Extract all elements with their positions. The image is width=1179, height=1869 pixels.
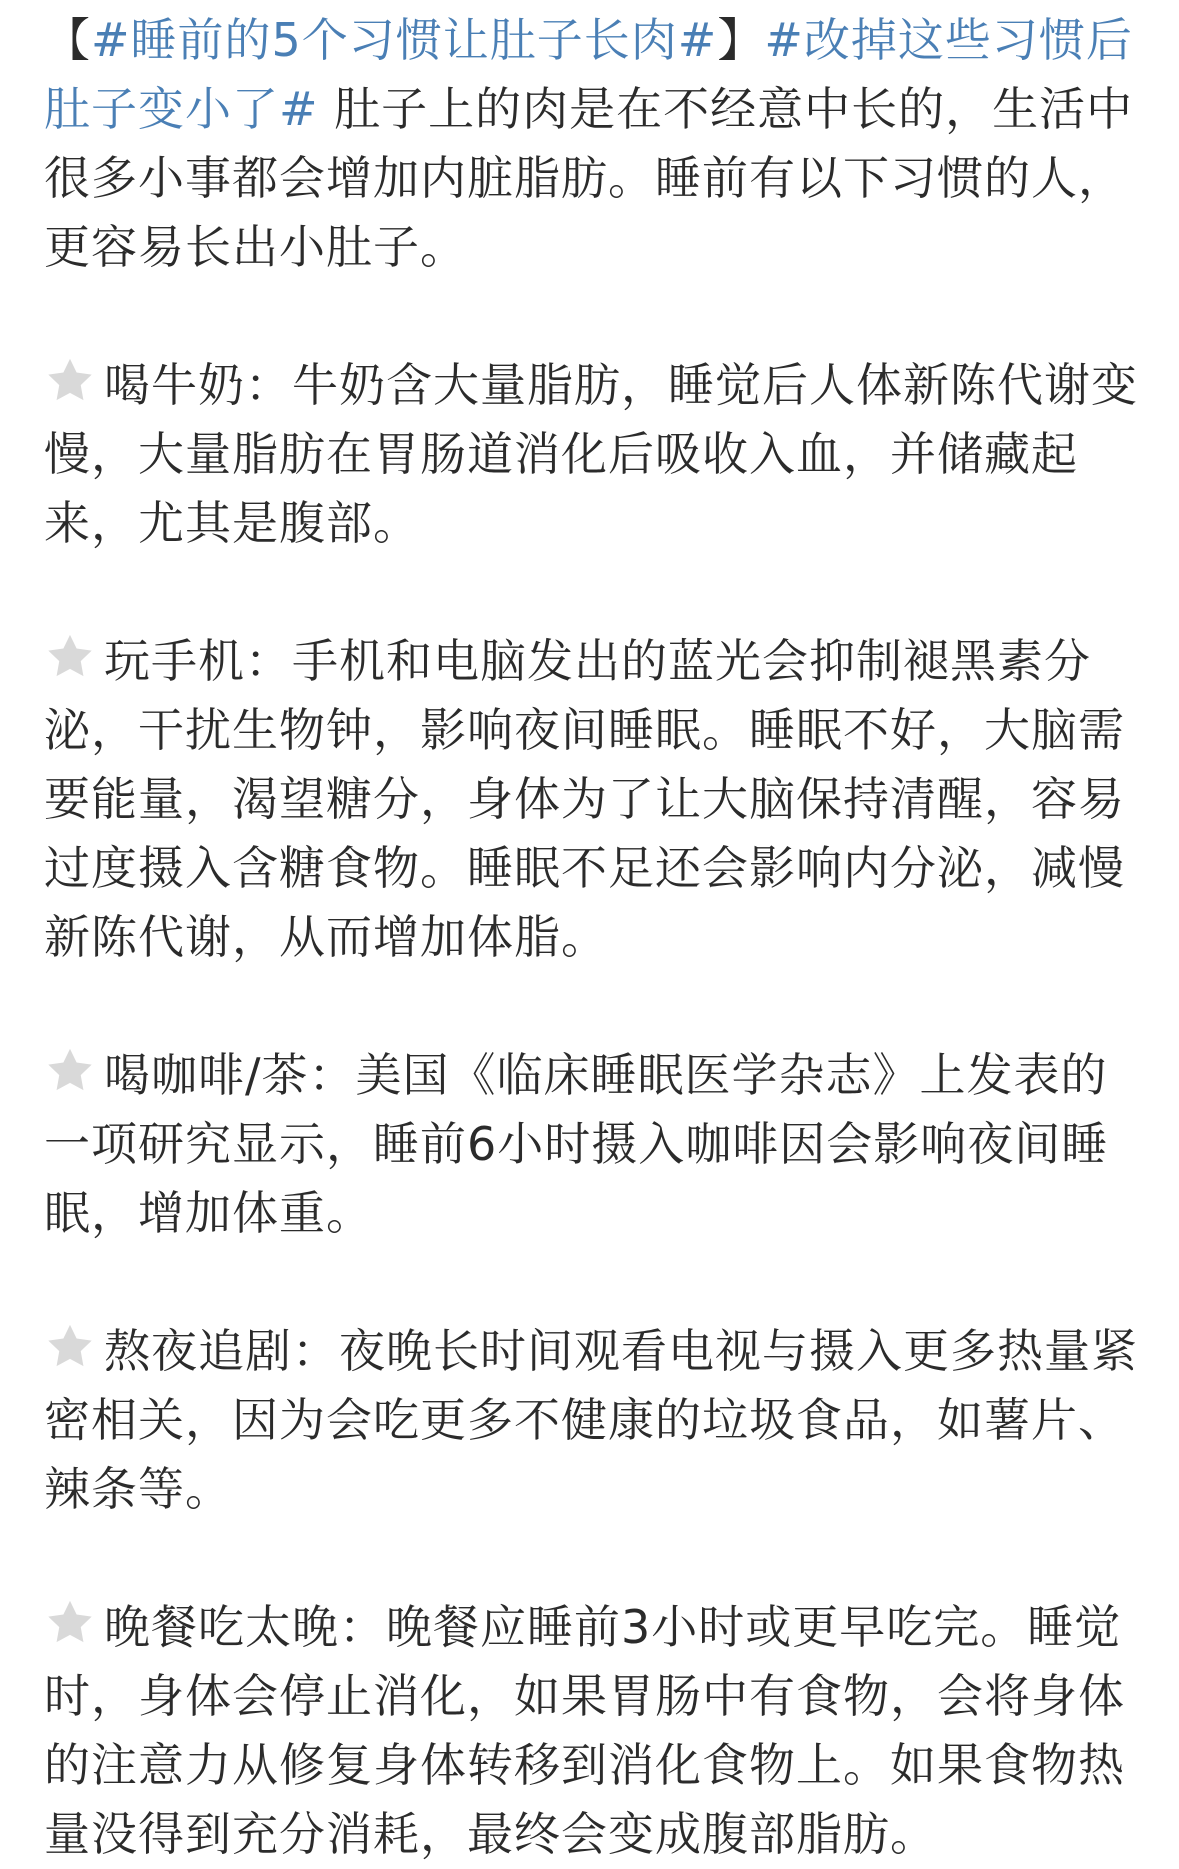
star-icon bbox=[44, 1597, 96, 1649]
star-icon bbox=[44, 631, 96, 683]
habit-item-milk bbox=[44, 351, 1144, 558]
post-intro bbox=[44, 6, 1144, 282]
intro-text: 肚子上的肉是在不经意中长的，生活中很多小事都会增加内脏脂肪。睡前有以下习惯的人，更容易长出小肚子。 bbox=[44, 82, 1134, 274]
habit-item-late-dinner bbox=[44, 1593, 1144, 1869]
habit-text: 熬夜追剧：夜晚长时间观看电视与摄入更多热量紧密相关，因为会吃更多不健康的垃圾食品，如薯片、辣条等。 bbox=[44, 1324, 1138, 1516]
star-icon bbox=[44, 355, 96, 407]
habit-text: 玩手机：手机和电脑发出的蓝光会抑制褪黑素分泌，干扰生物钟，影响夜间睡眠。睡眠不好，大脑需要能量，渴望糖分，身体为了让大脑保持清醒，容易过度摄入含糖食物。睡眠不足还会影响内分泌，减慢新陈代谢，从而增加体脂。 bbox=[44, 634, 1125, 964]
habit-item-late-tv bbox=[44, 1317, 1144, 1524]
close-bracket: 】 bbox=[717, 13, 765, 67]
star-icon bbox=[44, 1321, 96, 1373]
habit-item-phone bbox=[44, 627, 1144, 972]
habit-item-coffee bbox=[44, 1041, 1144, 1248]
topic-link-belly[interactable]: #改掉这些习惯后肚子变小了# bbox=[44, 13, 1133, 136]
habit-text: 喝咖啡/茶：美国《临床睡眠医学杂志》上发表的一项研究显示，睡前6小时摄入咖啡因会影响夜间睡眠，增加体重。 bbox=[44, 1048, 1109, 1240]
post-content bbox=[44, 0, 1144, 1869]
habit-text: 喝牛奶：牛奶含大量脂肪，睡觉后人体新陈代谢变慢，大量脂肪在胃肠道消化后吸收入血，并储藏起来，尤其是腹部。 bbox=[44, 358, 1138, 550]
habit-text: 晚餐吃太晚：晚餐应睡前3小时或更早吃完。睡觉时，身体会停止消化，如果胃肠中有食物，会将身体的注意力从修复身体转移到消化食物上。如果食物热量没得到充分消耗，最终会变成腹部脂肪。 bbox=[44, 1600, 1125, 1861]
open-bracket: 【 bbox=[44, 13, 91, 67]
star-icon bbox=[44, 1045, 96, 1097]
topic-link-habits[interactable]: #睡前的5个习惯让肚子长肉# bbox=[91, 13, 718, 67]
